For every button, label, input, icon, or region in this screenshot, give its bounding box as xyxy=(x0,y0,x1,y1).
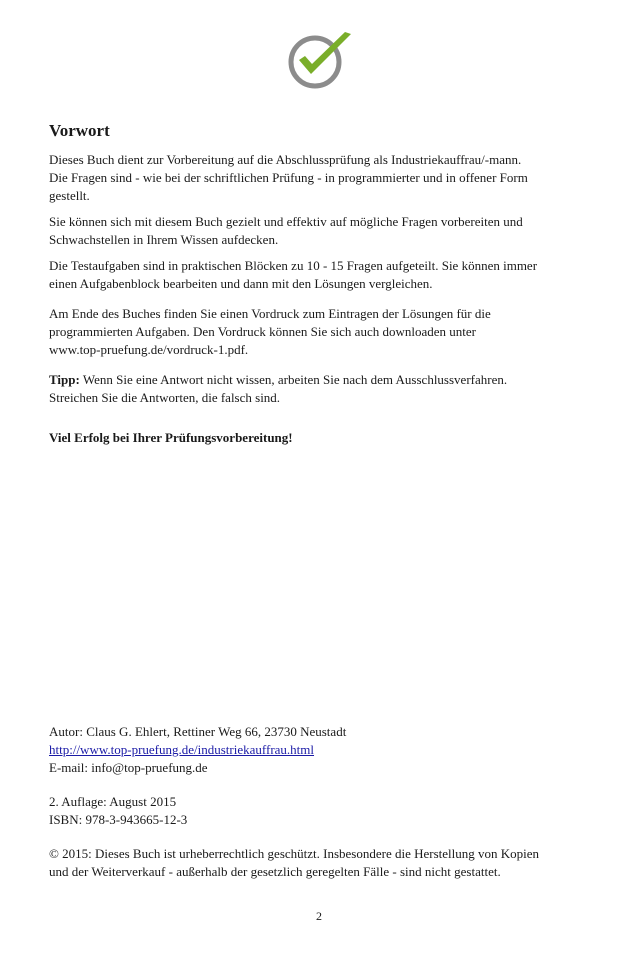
email-line: E-mail: info@top-pruefung.de xyxy=(49,760,208,775)
checkmark-logo-icon xyxy=(285,28,357,92)
intro-paragraph: Dieses Buch dient zur Vorbereitung auf die Abschlussprüfung als Industriekauffrau/-mann. Die Fragen sind - wie bei der schriftlichen Prüfung - in programmierter und in offener Form gestellt. xyxy=(49,152,528,203)
website-link[interactable]: http://www.top-pruefung.de/industriekauffrau.html xyxy=(49,742,315,757)
page-number: 2 xyxy=(316,909,322,923)
contact-block xyxy=(49,723,594,777)
tip-label: Tipp: xyxy=(49,372,80,387)
blocks-paragraph: Die Testaufgaben sind in praktischen Blöcken zu 10 - 15 Fragen aufgeteilt. Sie können immer einen Aufgabenblock bearbeiten und dann mit den Lösungen vergleichen. xyxy=(49,258,538,291)
copyright-block: © 2015: Dieses Buch ist urheberrechtlich geschützt. Insbesondere die Herstellung von Kopien und der Weiterverkauf - außerhalb der gesetzlich geregelten Fälle - sind nicht gestattet. xyxy=(49,846,540,879)
author-line: Autor: Claus G. Ehlert, Rettiner Weg 66, 23730 Neustadt xyxy=(49,724,347,739)
foreword-section xyxy=(49,120,594,455)
form-paragraph: Am Ende des Buches finden Sie einen Vordruck zum Eintragen der Lösungen für die programmierten Aufgaben. Den Vordruck können Sie sich auch downloaden unter www.top-pruefung.de/vordruck-1.pdf. xyxy=(49,306,491,357)
closing-line: Viel Erfolg bei Ihrer Prüfungsvorbereitung! xyxy=(49,430,293,445)
tip-paragraph: Tipp: Wenn Sie eine Antwort nicht wissen, arbeiten Sie nach dem Ausschlussverfahren. Streichen Sie die Antworten, die falsch sind. xyxy=(49,372,508,405)
edition-block xyxy=(49,793,594,829)
edition-line: 2. Auflage: August 2015 xyxy=(49,794,177,809)
page-title: Vorwort xyxy=(49,121,110,140)
isbn-line: ISBN: 978-3-943665-12-3 xyxy=(49,812,188,827)
imprint-section xyxy=(49,723,594,897)
purpose-paragraph: Sie können sich mit diesem Buch gezielt und effektiv auf mögliche Fragen vorbereiten und Schwachstellen in Ihrem Wissen aufdecken. xyxy=(49,214,523,247)
